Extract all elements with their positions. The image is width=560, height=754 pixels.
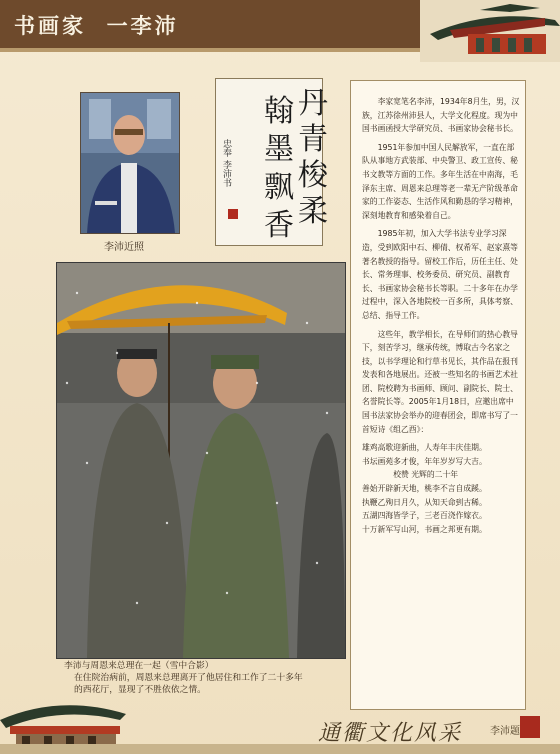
footer-logo-text: 通衢文化风采 (318, 721, 463, 746)
poem-line: 书坛画苑多才俊，年年岁岁写大吉。 (362, 456, 487, 466)
portrait-photo (80, 92, 180, 234)
page-title: 书画家 一李沛 (14, 14, 179, 38)
poem-title: 校赞 光辉的二十年 (393, 470, 459, 480)
svg-text:香: 香 (264, 208, 294, 243)
poem-line: 善始开辟新天地，桃李不言自成蹊。 (362, 484, 487, 494)
poem-line: 十万新军写山河，书画之邦更有期。 (362, 524, 487, 534)
bio-paragraph: 1951年参加中国人民解放军，一直在部队从事地方武装部、中央警卫、政工宣传、秘书文教等方面的工作。多年生活在中南海，毛泽东主席、周恩来总理等老一辈无产阶级革命家的工作姿态、生活作风和勤恳的学习精神，深刻地教育和感染着自己。 (362, 142, 518, 220)
svg-text:梭: 梭 (298, 158, 328, 193)
photo-caption-title: 李沛与周恩来总理在一起（雪中合影） (64, 661, 214, 671)
svg-text:飘: 飘 (264, 170, 294, 205)
svg-text:墨: 墨 (264, 132, 294, 167)
photo-caption-line: 的西花厅，显现了不胜依依之情。 (74, 685, 206, 695)
historic-photo (56, 262, 346, 659)
svg-text:忠奉 李沛书: 忠奉 李沛书 (221, 139, 231, 187)
svg-text:翰: 翰 (264, 94, 294, 129)
poem-line: 五湖四海皆学子，三老百浇作嫁衣。 (362, 511, 487, 521)
bio-paragraph: 这些年，教学相长，在导师们的热心教导下，刻苦学习，继承传统，博取古今名家之技，以书学理论和行草书见长，其作品在报刊发表和各地展出。还被一些知名的书画艺术社团、院校聘为书画师、顾问、副院长、院士、名誉院长等。2005年1月18日，应邀出席中国书法家协会举办的迎春团会，即席书写了一首短诗《组乙酉》： (362, 329, 518, 434)
poem-line: 雄鸡高歌迎新曲，人寿年丰庆佳期。 (362, 443, 487, 453)
seal-stamp (520, 716, 540, 738)
poem-line: 执鞭乙殉日月久，从知天命到古稀。 (362, 497, 487, 507)
svg-text:青: 青 (298, 122, 328, 157)
photo-caption-line: 在住院治病前，周恩来总理离开了他居住和工作了二十多年 (74, 673, 303, 683)
pagoda-roof-decoration (420, 0, 560, 62)
svg-text:柔: 柔 (298, 194, 328, 229)
biography-text (362, 95, 520, 536)
footer-band (0, 744, 560, 754)
footer-signature: 李沛题 (490, 726, 520, 737)
svg-text:丹: 丹 (298, 86, 328, 121)
bio-paragraph: 李家宽笔名李沛，1934年8月生，男，汉族，江苏徐州沛县人，大学文化程度。现为中国书画函授大学研究员、书画家协会秘书长。 (362, 97, 520, 134)
calligraphy-artwork (215, 78, 328, 246)
portrait-caption: 李沛近照 (104, 242, 144, 253)
bio-paragraph: 1985年初，加入大学书法专业学习深造，受到欧阳中石、柳倩、权希军、赵家熹等著名教授的指导。留校工作后，历任主任、处长、常务理事、校务委员、研究员、副教育长、书画家协会秘书长等职。二十多年在办学过程中，深入各地院校一百多所，具体考察、总结、指导工作。 (362, 229, 518, 320)
